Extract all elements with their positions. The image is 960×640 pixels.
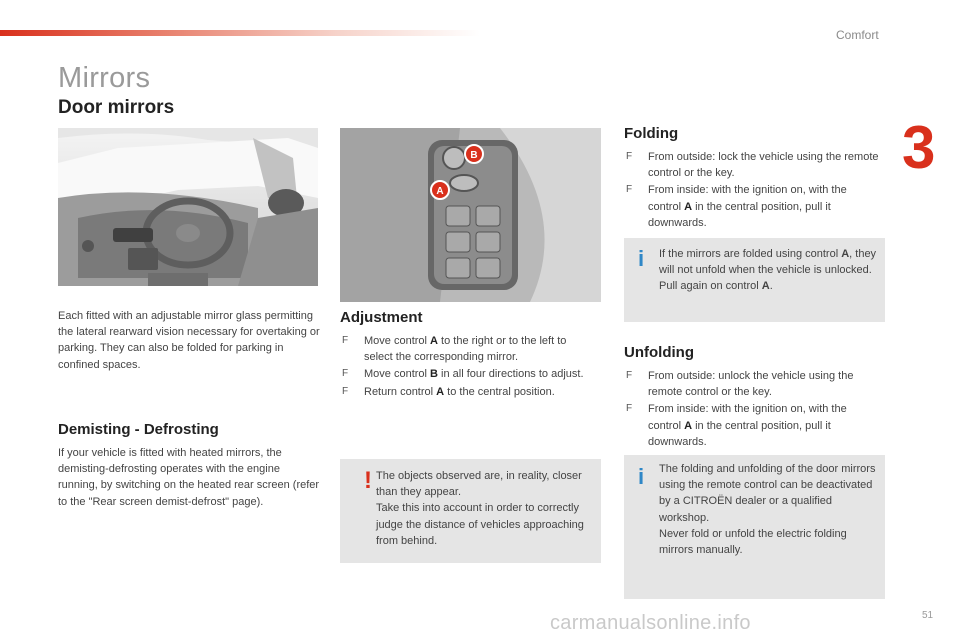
adjustment-list [340,333,598,401]
page-title: Mirrors [58,62,151,94]
demisting-paragraph: If your vehicle is fitted with heated mirrors, the demisting-defrosting operates with the engine running, by switching on the heated rear screen (refer to the "Rear screen demist-defrost" page). [58,447,320,508]
demisting-heading: Demisting - Defrosting [58,421,219,438]
list-item: F Return control A to the central position. [340,384,598,400]
info-icon: i [638,246,645,271]
warning-note [340,459,601,563]
list-item: F From inside: with the ignition on, with the control A in the central position, pull it downwards. [626,184,847,229]
folding-heading: Folding [624,125,679,142]
folding-list [624,149,882,232]
list-item: F Move control B in all four directions to adjust. [340,366,598,382]
svg-text:A: A [436,186,444,197]
bullet-icon: F [626,151,633,162]
info-note-unfolding-text: The folding and unfolding of the door mirrors using the remote control can be deactivated by a CITROËN dealer or a qualified workshop. Never fold or unfold the electric folding mirrors manually. [659,463,876,557]
list-item: F From outside: unlock the vehicle using the remote control or the key. [626,370,854,399]
bullet-icon: F [626,370,633,381]
section-label: Comfort [836,28,879,42]
bullet-icon: F [342,385,349,397]
warning-note-text: The objects observed are, in reality, closer than they appear. Take this into account in order to correctly judge the distance of vehicles approaching from behind. [376,470,584,547]
control-a-label [431,181,449,199]
unfolding-heading: Unfolding [624,344,694,361]
unfolding-list [624,368,882,451]
header-accent-bar [0,30,480,36]
bullet-icon: F [626,184,633,196]
watermark-text: carmanualsonline.info [550,612,751,634]
info-note-unfolding [624,455,885,599]
warning-icon: ! [364,467,372,494]
intro-paragraph: Each fitted with an adjustable mirror glass permitting the lateral rearward vision necessary for overtaking or parking. They can also be folded for parking in confined spaces. [58,310,320,371]
adjustment-heading: Adjustment [340,309,423,326]
page-number: 51 [922,610,934,621]
control-b-label [465,145,483,163]
bullet-icon: F [342,368,349,380]
info-note-folding [624,238,885,322]
list-item: F From outside: lock the vehicle using the remote control or the key. [626,151,879,180]
page-subtitle: Door mirrors [58,97,175,118]
list-item: F Move control A to the right or to the left to select the corresponding mirror. [342,335,567,364]
list-item: F From inside: with the ignition on, with the control A in the central position, pull it downwards. [626,403,847,448]
bullet-icon: F [342,335,349,346]
info-note-folding-text: If the mirrors are folded using control A, they will not unfold when the vehicle is unlocked. Pull again on control A. [659,248,877,293]
dashboard-image [58,128,318,286]
bullet-icon: F [626,403,633,415]
chapter-number: 3 [902,114,936,181]
info-icon: i [638,464,645,489]
svg-text:B: B [470,150,478,161]
mirror-control-image [340,128,601,302]
